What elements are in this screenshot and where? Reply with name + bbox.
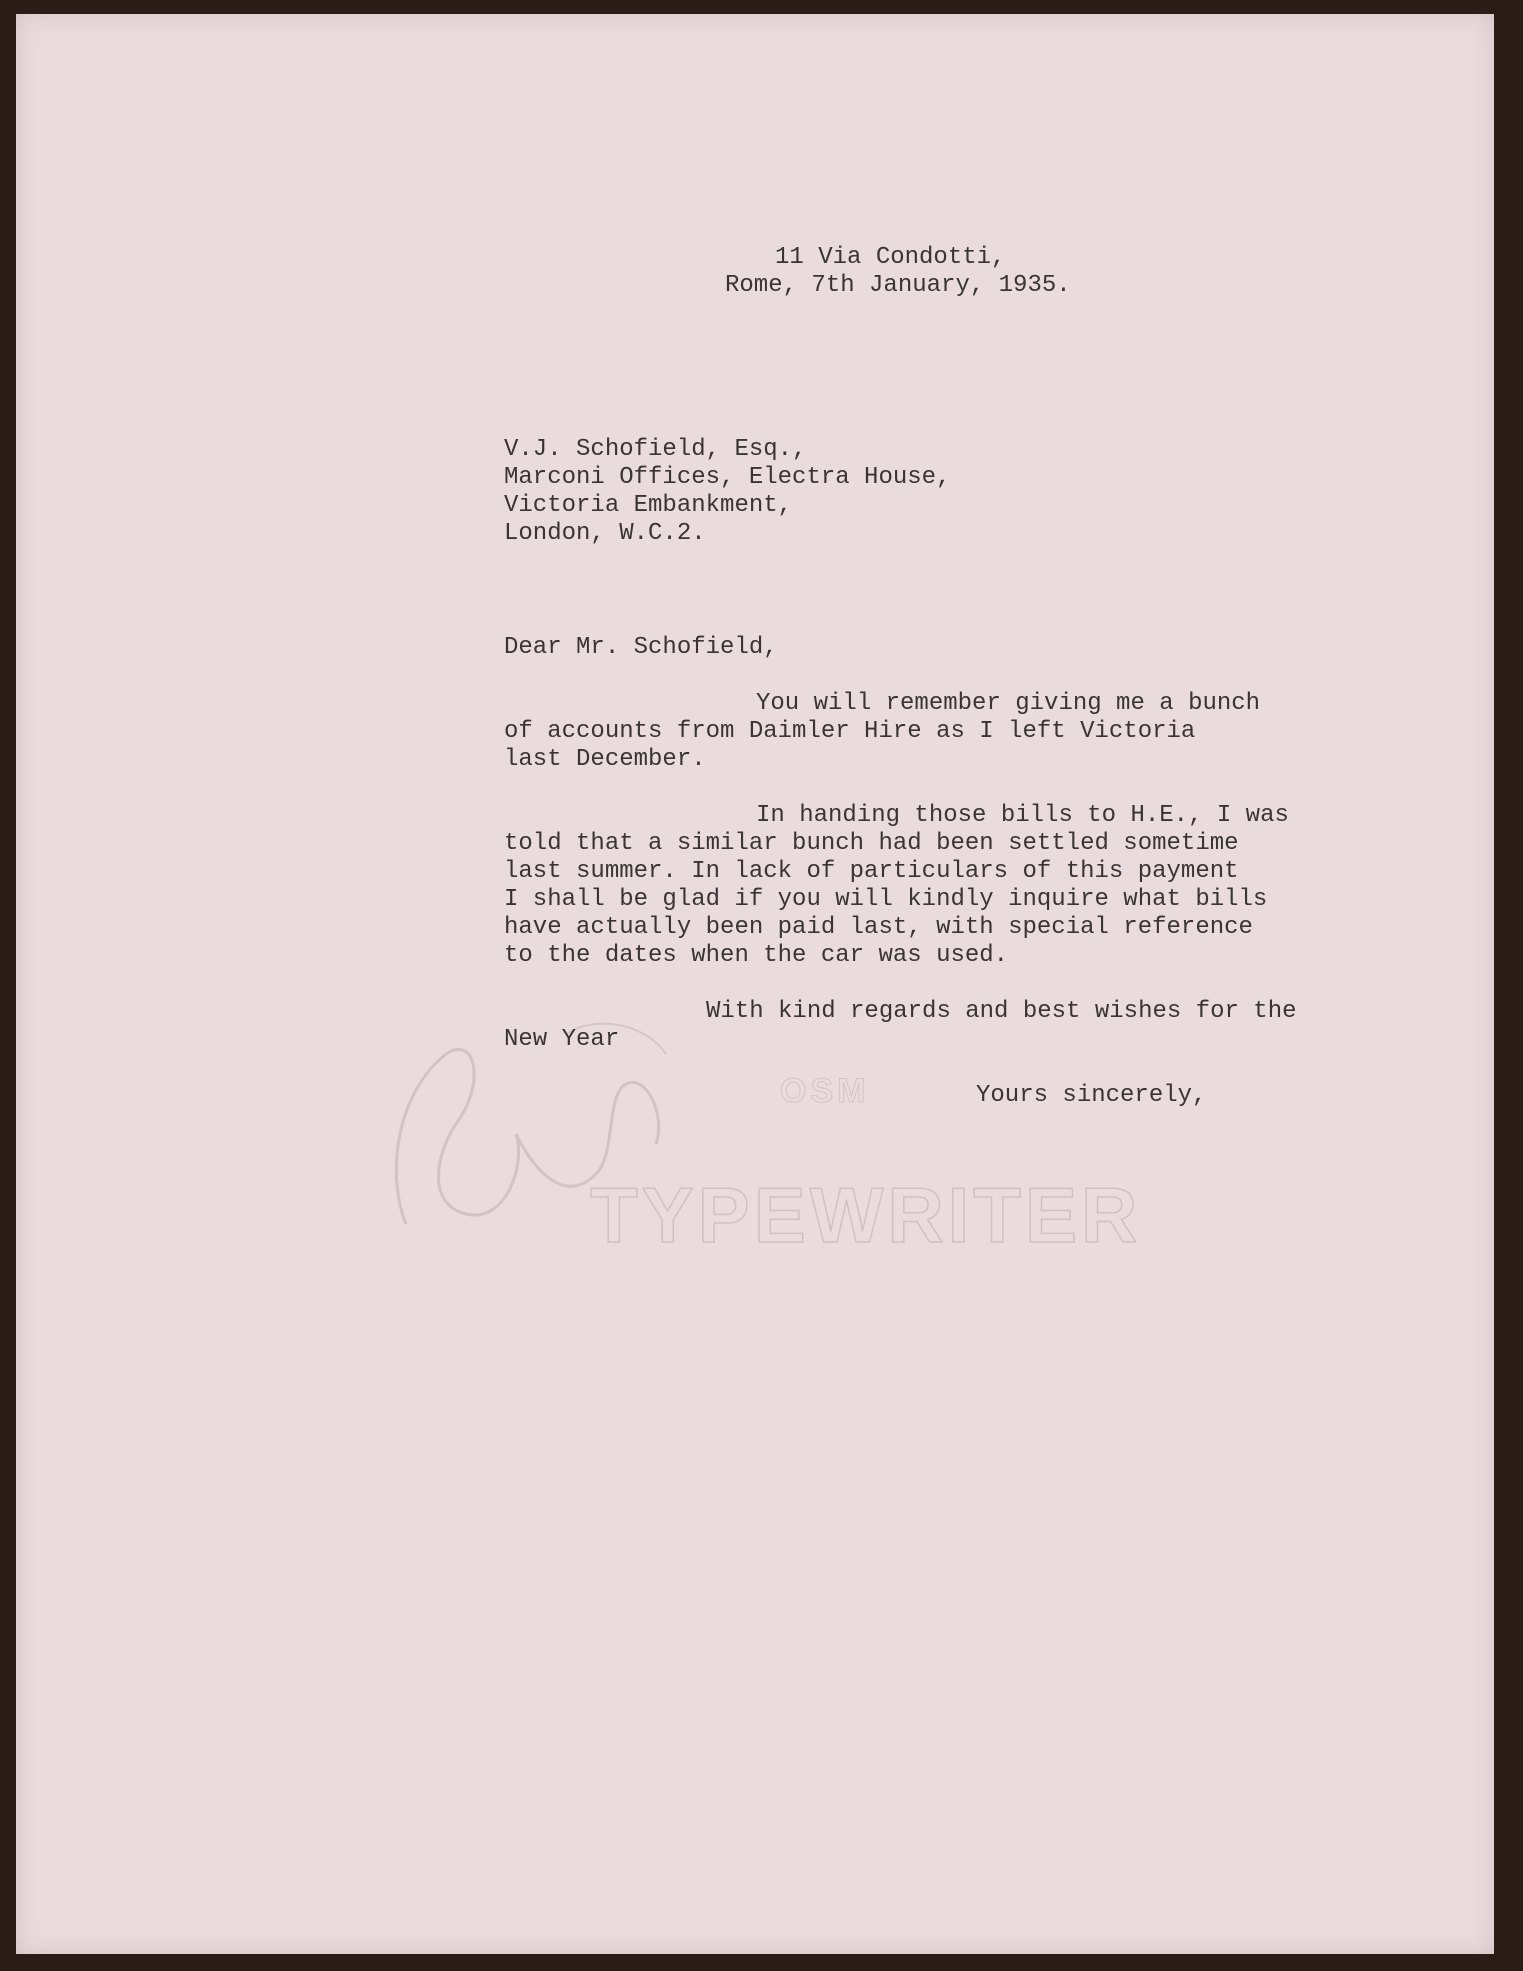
paragraph2-line3: last summer. In lack of particulars of this payment: [504, 858, 1239, 885]
paragraph1-line2: of accounts from Daimler Hire as I left Victoria: [504, 718, 1196, 745]
recipient-address-line3: London, W.C.2.: [504, 520, 706, 547]
paragraph2-line6: to the dates when the car was used.: [504, 942, 1009, 969]
closing-wishes-line1: With kind regards and best wishes for the: [706, 998, 1297, 1025]
paragraph1-line1: You will remember giving me a bunch: [756, 690, 1261, 717]
paragraph2-line2: told that a similar bunch had been settled sometime: [504, 830, 1239, 857]
recipient-name: V.J. Schofield, Esq.,: [504, 436, 807, 463]
sender-address-line1: 11 Via Condotti,: [775, 244, 1006, 271]
paragraph1-line3: last December.: [504, 746, 706, 773]
sender-address-line2: Rome, 7th January, 1935.: [725, 272, 1071, 299]
watermark-mark: OSM: [780, 1072, 870, 1110]
valediction: Yours sincerely,: [976, 1082, 1207, 1109]
watermark-brand: TYPEWRITER: [590, 1171, 1142, 1259]
paragraph2-line4: I shall be glad if you will kindly inquire what bills: [504, 886, 1268, 913]
recipient-address-line1: Marconi Offices, Electra House,: [504, 464, 951, 491]
salutation: Dear Mr. Schofield,: [504, 634, 778, 661]
letter-page: [16, 14, 1494, 1954]
closing-wishes-line2: New Year: [504, 1026, 620, 1053]
paragraph2-line5: have actually been paid last, with special reference: [504, 914, 1253, 941]
recipient-address-line2: Victoria Embankment,: [504, 492, 793, 519]
paragraph2-line1: In handing those bills to H.E., I was: [756, 802, 1289, 829]
